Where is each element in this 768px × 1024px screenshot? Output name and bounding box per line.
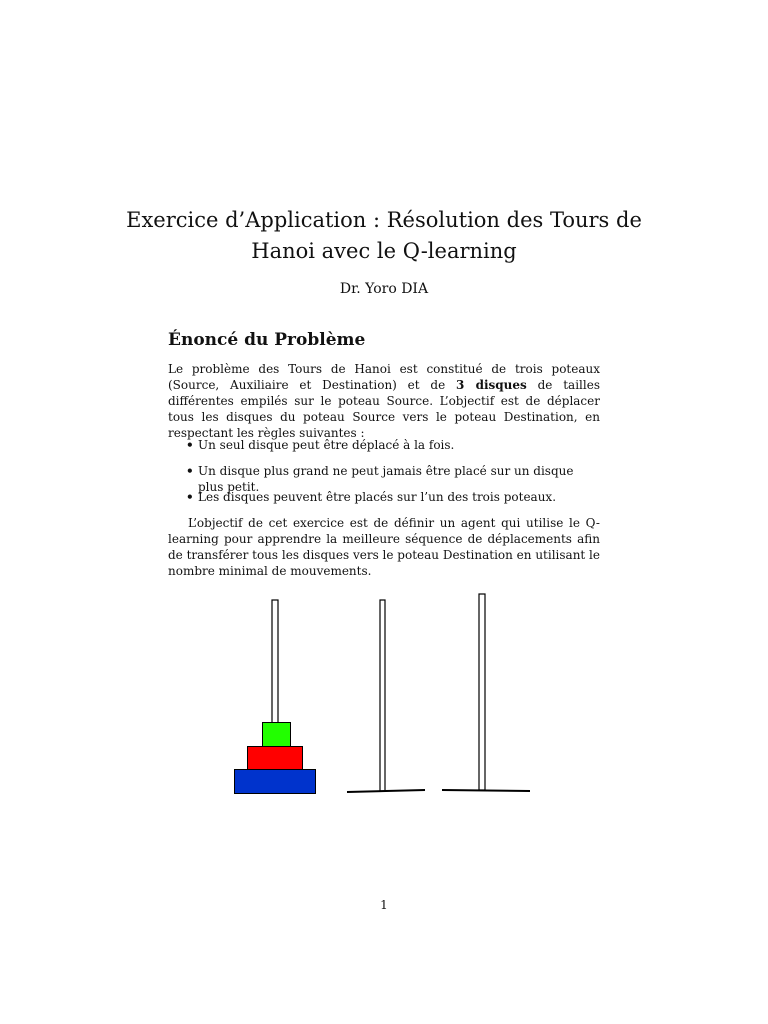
rule-text: Un disque plus grand ne peut jamais être placé sur un disque plus petit. bbox=[198, 464, 574, 494]
bullet-icon: • bbox=[186, 490, 194, 504]
rules-list bbox=[186, 437, 600, 515]
intro-text-1: Le problème des Tours de Hanoi est constitué de trois poteaux (Source, Auxiliaire et Destination) et de bbox=[168, 362, 600, 392]
disk-large bbox=[235, 770, 316, 794]
peg-source bbox=[272, 600, 278, 724]
disk-small bbox=[263, 723, 291, 747]
rule-text: Les disques peuvent être placés sur l’un des trois poteaux. bbox=[198, 490, 557, 504]
rule-text: Un seul disque peut être déplacé à la fois. bbox=[198, 438, 455, 452]
disk-medium bbox=[248, 747, 303, 770]
page-number: 1 bbox=[380, 898, 388, 912]
intro-text-2: de tailles différentes empilés sur le poteau Source. L’objectif est de déplacer tous les disques du poteau Source vers le poteau Destination, en respectant les règles suivantes : bbox=[168, 378, 600, 440]
list-item bbox=[186, 463, 600, 494]
section-title: Énoncé du Problème bbox=[168, 330, 366, 350]
peg-auxiliary-base bbox=[347, 790, 425, 792]
objective-paragraph: L’objectif de cet exercice est de définir un agent qui utilise le Q-learning pour apprendre la meilleure séquence de déplacements afin de transférer tous les disques vers le poteau Destination en utilisant le nombre minimal de mouvements. bbox=[168, 516, 600, 578]
bullet-icon: • bbox=[186, 464, 194, 478]
author: Dr. Yoro DIA bbox=[339, 281, 429, 297]
list-item bbox=[186, 437, 600, 463]
document-title: Exercice d’Application : Résolution des Tours de Hanoi avec le Q-learning bbox=[126, 208, 642, 263]
list-item bbox=[186, 489, 600, 515]
peg-auxiliary bbox=[380, 600, 385, 791]
peg-destination-base bbox=[442, 790, 530, 791]
peg-destination bbox=[479, 594, 485, 790]
intro-bold: 3 disques bbox=[456, 378, 527, 392]
intro-paragraph bbox=[168, 361, 600, 441]
bullet-icon: • bbox=[186, 438, 194, 452]
